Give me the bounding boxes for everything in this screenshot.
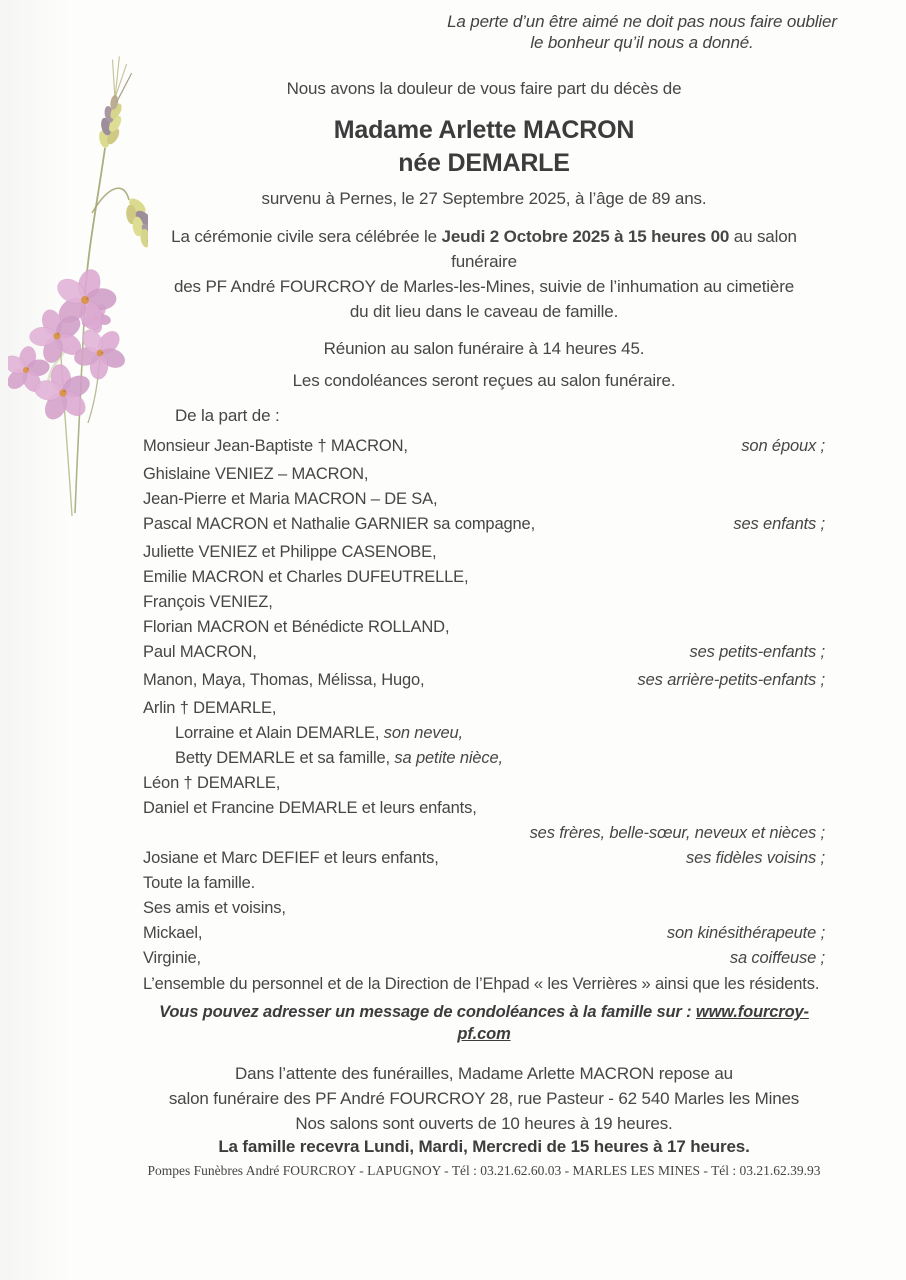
family-row — [143, 542, 825, 562]
family-member-name: Léon † DEMARLE, — [143, 774, 281, 792]
deceased-name: Madame Arlette MACRON — [333, 116, 635, 144]
family-member-name: Ghislaine VENIEZ – MACRON, — [143, 465, 369, 483]
family-member-name: Juliette VENIEZ et Philippe CASENOBE, — [143, 543, 437, 561]
family-relation-label: ses petits-enfants ; — [689, 643, 825, 661]
family-row — [143, 592, 825, 612]
condolence-website-link[interactable]: www.fourcroy-pf.com — [457, 1003, 809, 1043]
family-row — [143, 748, 825, 768]
intro-line: Nous avons la douleur de vous faire part du décès de — [286, 79, 682, 98]
death-details-line: survenu à Pernes, le 27 Septembre 2025, à l’âge de 89 ans. — [261, 189, 707, 208]
family-relation-label: ses frères, belle-sœur, neveux et nièces ; — [529, 824, 825, 842]
staff-line: L’ensemble du personnel et de la Direction de l’Ehpad « les Verrières » ainsi que les résidents. — [143, 975, 820, 993]
family-row — [143, 823, 825, 843]
family-row — [143, 773, 825, 793]
announcement-body — [143, 70, 825, 1179]
family-member-name: Josiane et Marc DEFIEF et leurs enfants, — [143, 849, 439, 867]
family-row — [143, 698, 825, 718]
condolence-message-line — [143, 1001, 825, 1045]
quote-line-2: le bonheur qu’il nous a donné. — [530, 33, 754, 52]
ceremony-text: La cérémonie civile sera célébrée le — [171, 227, 442, 246]
family-member-name: Paul MACRON, — [143, 643, 257, 661]
family-row — [143, 464, 825, 484]
ceremony-datetime: Jeudi 2 Octobre 2025 à 15 heures 00 — [441, 227, 730, 246]
family-relation-label: son kinésithérapeute ; — [666, 924, 825, 942]
ceremony-paragraph — [143, 224, 825, 324]
visiting-hours-line: La famille recevra Lundi, Mardi, Mercredi de 15 heures à 17 heures. — [218, 1137, 750, 1156]
family-row — [143, 898, 825, 918]
funeral-home-footer: Pompes Funèbres André FOURCROY - LAPUGNOY - Tél : 03.21.62.60.03 - MARLES LES MINES - Tél : 03.21.62.39.93 — [147, 1163, 821, 1178]
family-row — [143, 670, 825, 690]
family-row — [143, 489, 825, 509]
reunion-line: Réunion au salon funéraire à 14 heures 45. — [323, 339, 645, 358]
ceremony-line-1 — [143, 224, 825, 274]
family-row — [143, 723, 825, 743]
condolence-message-text: Vous pouvez adresser un message de condoléances à la famille sur : — [159, 1003, 696, 1021]
family-row — [143, 642, 825, 662]
family-member-name: Manon, Maya, Thomas, Mélissa, Hugo, — [143, 671, 425, 689]
wheat-flowers-illustration — [8, 48, 148, 548]
family-row — [143, 873, 825, 893]
family-member-name: Jean-Pierre et Maria MACRON – DE SA, — [143, 490, 438, 508]
ceremony-line-3: du dit lieu dans le caveau de famille. — [349, 302, 619, 321]
resting-line-2: salon funéraire des PF André FOURCROY 28, rue Pasteur - 62 540 Marles les Mines — [168, 1089, 800, 1108]
family-relation-label: ses fidèles voisins ; — [686, 849, 825, 867]
family-member-name: Monsieur Jean-Baptiste † MACRON, — [143, 437, 408, 455]
family-row — [143, 848, 825, 868]
family-member-name: Florian MACRON et Bénédicte ROLLAND, — [143, 618, 450, 636]
family-row — [143, 617, 825, 637]
family-member-name: Toute la famille. — [143, 874, 256, 892]
family-member-name: Emilie MACRON et Charles DUFEUTRELLE, — [143, 568, 469, 586]
quote-line-1: La perte d’un être aimé ne doit pas nous faire oublier — [447, 12, 837, 31]
family-row — [143, 567, 825, 587]
family-member-name: François VENIEZ, — [143, 593, 273, 611]
family-row — [143, 948, 825, 968]
family-list — [143, 436, 825, 968]
maiden-name: née DEMARLE — [398, 149, 570, 177]
family-relation-label: ses arrière-petits-enfants ; — [637, 671, 825, 689]
opening-quote — [442, 11, 842, 53]
family-member-name: Ses amis et voisins, — [143, 899, 286, 917]
family-row — [143, 798, 825, 818]
family-member-relation-inline: son neveu, — [383, 724, 463, 742]
family-member-name: Daniel et Francine DEMARLE et leurs enfants, — [143, 799, 477, 817]
ceremony-text-after: au salon funéraire — [451, 227, 797, 271]
family-relation-label: son époux ; — [741, 437, 825, 455]
family-member-name: Pascal MACRON et Nathalie GARNIER sa compagne, — [143, 515, 536, 533]
family-member-name: Arlin † DEMARLE, — [143, 699, 277, 717]
from-heading: De la part de : — [175, 406, 280, 425]
family-row — [143, 436, 825, 456]
resting-paragraph — [143, 1061, 825, 1136]
family-member-name: Lorraine et Alain DEMARLE, son neveu, — [175, 724, 463, 742]
family-row — [143, 923, 825, 943]
resting-line-1: Dans l’attente des funérailles, Madame Arlette MACRON repose au — [235, 1064, 733, 1083]
family-member-relation-inline: sa petite nièce, — [394, 749, 503, 767]
family-relation-label: ses enfants ; — [733, 515, 825, 533]
family-row — [143, 514, 825, 534]
resting-line-3: Nos salons sont ouverts de 10 heures à 19 heures. — [295, 1114, 673, 1133]
scan-bottom-edge-artifact — [105, 1275, 851, 1279]
family-relation-label: sa coiffeuse ; — [729, 949, 825, 967]
family-member-name: Mickael, — [143, 924, 203, 942]
family-member-name: Virginie, — [143, 949, 201, 967]
condolences-line: Les condoléances seront reçues au salon funéraire. — [292, 371, 676, 390]
ceremony-line-2: des PF André FOURCROY de Marles-les-Mines, suivie de l’inhumation au cimetière — [173, 277, 795, 296]
family-member-name: Betty DEMARLE et sa famille, sa petite nièce, — [175, 749, 503, 767]
